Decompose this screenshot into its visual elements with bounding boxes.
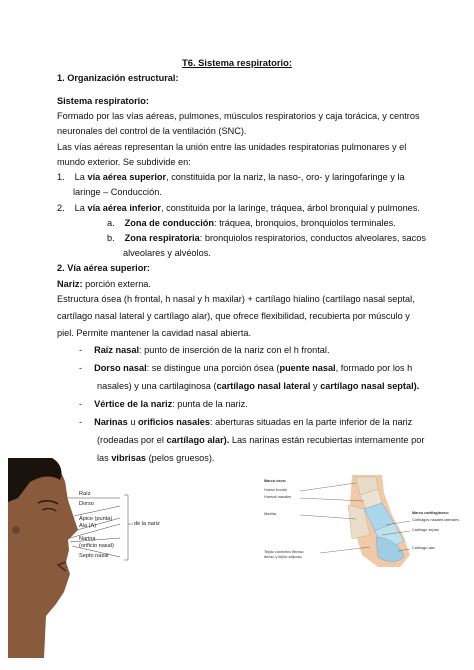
- bold-term: Dorso nasal: [94, 363, 147, 373]
- bold-term: cartílago nasal septal).: [320, 381, 420, 391]
- bold-term: vía aérea superior: [87, 172, 167, 182]
- text-span: , formado por los h: [335, 363, 413, 373]
- bullet-dash: -: [79, 345, 83, 355]
- paragraph-line: Formado por las vías aéreas, pulmones, músculos respiratorios y caja torácica, y centros: [57, 111, 420, 121]
- figure-label: Raíz: [79, 491, 91, 497]
- nariz-line: [57, 277, 151, 292]
- list-number: 2.: [57, 203, 65, 213]
- bold-term: cartílago nasal lateral: [216, 381, 311, 391]
- text-span: La: [74, 203, 88, 213]
- text-span: La: [74, 172, 88, 182]
- text-span: (pelos gruesos).: [146, 453, 215, 463]
- figure-label: Cartílagos nasales laterales: [412, 518, 459, 522]
- text-span: y: [310, 381, 321, 391]
- text-span: : tráquea, bronquios, bronquiolos terminales.: [214, 218, 396, 228]
- bullet-item: [79, 343, 330, 358]
- text-span: porción externa.: [82, 279, 151, 289]
- bold-term: Narinas: [94, 417, 128, 427]
- text-span: las: [97, 453, 112, 463]
- sublist-letter: a.: [107, 218, 115, 228]
- text-span: Las narinas están recubiertas internamente por: [229, 435, 425, 445]
- bold-term: Zona respiratoria: [124, 233, 200, 243]
- text-span: : punto de inserción de la nariz con el h frontal.: [139, 345, 330, 355]
- bullet-item: [79, 361, 412, 376]
- section-heading-2: 2. Vía aérea superior:: [57, 263, 150, 273]
- figure-label: Narina: [79, 536, 96, 542]
- list-item: [57, 201, 420, 216]
- list-item: [57, 170, 405, 185]
- paragraph-line: cartílago nasal lateral y cartílago alar), que ofrece flexibilidad, recubierta por músculo y: [57, 311, 410, 321]
- bullet-dash: -: [79, 417, 83, 427]
- sublist-letter: b.: [107, 233, 115, 243]
- text-span: : aberturas situadas en la parte inferior de la nariz: [210, 417, 413, 427]
- figure-label: Septo nasal: [79, 553, 109, 559]
- figure-label: Maxilar: [264, 512, 277, 516]
- page-title: T6. Sistema respiratorio:: [182, 57, 292, 68]
- figure-label: Huesos nasales: [264, 495, 292, 499]
- figure-label: Ápice (punta): [79, 516, 113, 522]
- paragraph-line: neuronales del control de la ventilación (SNC).: [57, 126, 247, 136]
- sublist-item-continuation: alveolares y alvéolos.: [123, 248, 211, 258]
- bold-term: Zona de conducción: [124, 218, 214, 228]
- figure-bracket-label: de la nariz: [134, 521, 160, 527]
- sublist-item: [107, 216, 396, 231]
- figure-label: Cartílago alar: [412, 546, 435, 550]
- paragraph-line: mundo exterior. Se subdivide en:: [57, 157, 191, 167]
- figure-label: (orificio nasal): [79, 543, 114, 549]
- bold-term: Vértice de la nariz: [94, 399, 173, 409]
- face-profile-figure: [8, 458, 188, 658]
- sublist-item: [107, 231, 426, 246]
- bullet-continuation: [97, 379, 419, 394]
- text-span: , constituida por la laringe, tráquea, árbol bronquial y pulmones.: [161, 203, 420, 213]
- figure-label: Hueso frontal: [264, 488, 287, 492]
- paragraph-line: piel. Permite mantener la cavidad nasal abierta.: [57, 328, 252, 338]
- bold-term: Nariz:: [57, 279, 83, 289]
- figure-label: Cartílago septal: [412, 528, 439, 532]
- list-item-continuation: laringe – Conducción.: [73, 187, 162, 197]
- sistema-heading: Sistema respiratorio:: [57, 96, 149, 106]
- bold-term: cartílago alar).: [166, 435, 230, 445]
- bullet-continuation: [97, 433, 424, 448]
- text-span: , constituida por la nariz, la naso-, oro- y laringofaringe y la: [166, 172, 405, 182]
- figure-label: Dorso: [79, 501, 94, 507]
- text-span: : se distingue una porción ósea (: [146, 363, 280, 373]
- text-span: (rodeadas por el: [97, 435, 167, 445]
- text-span: u: [127, 417, 138, 427]
- bullet-dash: -: [79, 363, 83, 373]
- bold-term: orificios nasales: [138, 417, 211, 427]
- bold-term: puente nasal: [279, 363, 336, 373]
- text-span: nasales) y una cartilaginosa (: [97, 381, 217, 391]
- nasal-skeleton-figure: [252, 475, 472, 585]
- bullet-item: [79, 397, 248, 412]
- figure-label: denso y tejido adiposo: [264, 555, 302, 559]
- figure-label: Tejido conectivo fibroso: [264, 550, 304, 554]
- figure-heading: Marco óseo:: [264, 479, 287, 483]
- bold-term: vibrisas: [111, 453, 147, 463]
- bullet-dash: -: [79, 399, 83, 409]
- paragraph-line: Estructura ósea (h frontal, h nasal y h maxilar) + cartílago hialino (cartílago nasal septal,: [57, 294, 415, 304]
- text-span: : bronquiolos respiratorios, conductos alveolares, sacos: [199, 233, 426, 243]
- text-span: : punta de la nariz.: [172, 399, 248, 409]
- paragraph-line: Las vías aéreas representan la unión entre las unidades respiratorias pulmonares y el: [57, 142, 407, 152]
- bullet-item: [79, 415, 412, 430]
- figure-label: Ala (A): [79, 523, 97, 529]
- bold-term: Raíz nasal: [94, 345, 139, 355]
- figure-heading: Marco cartilaginoso:: [412, 511, 450, 515]
- bold-term: vía aérea inferior: [87, 203, 161, 213]
- list-number: 1.: [57, 172, 65, 182]
- section-heading-1: 1. Organización estructural:: [57, 73, 179, 83]
